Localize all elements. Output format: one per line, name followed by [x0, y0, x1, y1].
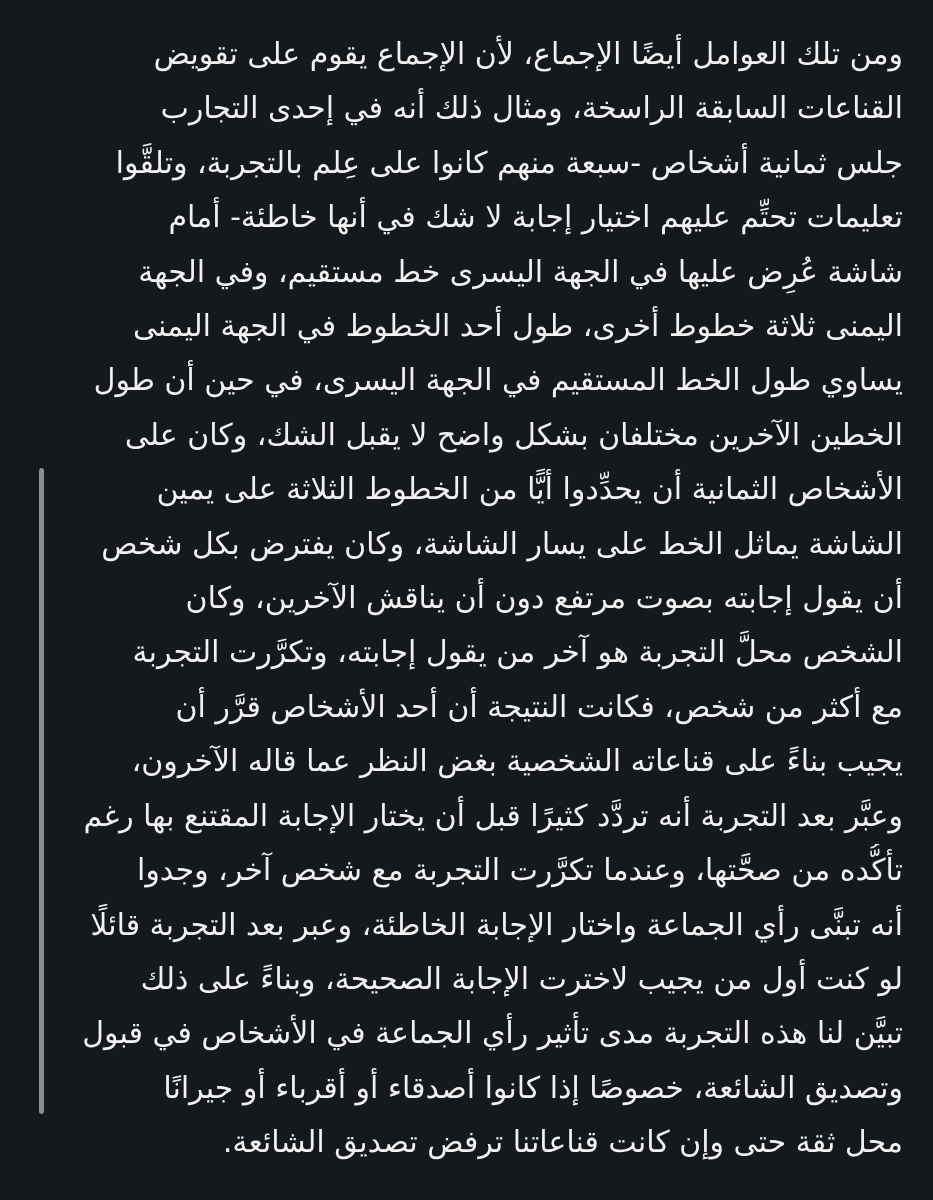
text-line-5: شاشة عُرِض عليها في الجهة اليسرى خط مستقيم، وفي الجهة: [138, 254, 903, 290]
text-line-14: يجيب بناءً على قناعاته الشخصية بغض النظر عما قاله الآخرون،: [131, 744, 903, 780]
text-line-10: الشاشة يماثل الخط على يسار الشاشة، وكان يفترض بكل شخص: [101, 526, 903, 562]
text-line-16: تأكُّده من صحَّتها، وعندما تكرَّرت التجربة مع شخص آخر، وجدوا: [137, 853, 903, 889]
text-line-18: لو كنت أول من يجيب لاخترت الإجابة الصحيحة، وبناءً على ذلك: [140, 961, 903, 997]
text-line-15: وعبَّر بعد التجربة أنه تردَّد كثيرًا قبل أن يختار الإجابة المقتنع بها رغم: [83, 798, 903, 834]
text-line-17: أنه تبنَّى رأي الجماعة واختار الإجابة الخاطئة، وعبر بعد التجربة قائلًا: [90, 907, 903, 943]
text-line-6: اليمنى ثلاثة خطوط أخرى، طول أحد الخطوط في الجهة اليمنى: [133, 309, 903, 345]
text-line-20: وتصديق الشائعة، خصوصًا إذا كانوا أصدقاء أو أقرباء أو جيرانًا: [163, 1070, 903, 1106]
arabic-paragraph: [68, 28, 903, 1173]
scroll-indicator[interactable]: [39, 468, 44, 1114]
text-line-12: الشخص محلَّ التجربة هو آخر من يقول إجابته، وتكرَّرت التجربة: [132, 635, 903, 671]
text-line-13: مع أكثر من شخص، فكانت النتيجة أن أحد الأشخاص قرَّر أن: [175, 689, 903, 725]
text-line-19: تبيَّن لنا هذه التجربة مدى تأثير رأي الجماعة في الأشخاص في قبول: [82, 1016, 903, 1052]
text-line-9: الأشخاص الثمانية أن يحدِّدوا أيًّا من الخطوط الثلاثة على يمين: [156, 472, 903, 508]
text-line-7: يساوي طول الخط المستقيم في الجهة اليسرى، في حين أن طول: [93, 363, 903, 399]
text-line-3: جلس ثمانية أشخاص -سبعة منهم كانوا على عِلم بالتجربة، وتلقَّوا: [115, 145, 903, 181]
text-line-21: محل ثقة حتى وإن كانت قناعاتنا ترفض تصديق الشائعة.: [222, 1125, 903, 1161]
text-line-1: ومن تلك العوامل أيضًا الإجماع، لأن الإجماع يقوم على تقويض: [153, 37, 903, 72]
text-line-2: القناعات السابقة الراسخة، ومثال ذلك أنه في إحدى التجارب: [160, 91, 903, 127]
text-line-8: الخطين الآخرين مختلفان بشكل واضح لا يقبل الشك، وكان على: [124, 417, 903, 453]
text-line-11: أن يقول إجابته بصوت مرتفع دون أن يناقش الآخرين، وكان: [185, 581, 903, 617]
text-line-4: تعليمات تحتِّم عليهم اختيار إجابة لا شك في أنها خاطئة- أمام: [168, 200, 903, 236]
